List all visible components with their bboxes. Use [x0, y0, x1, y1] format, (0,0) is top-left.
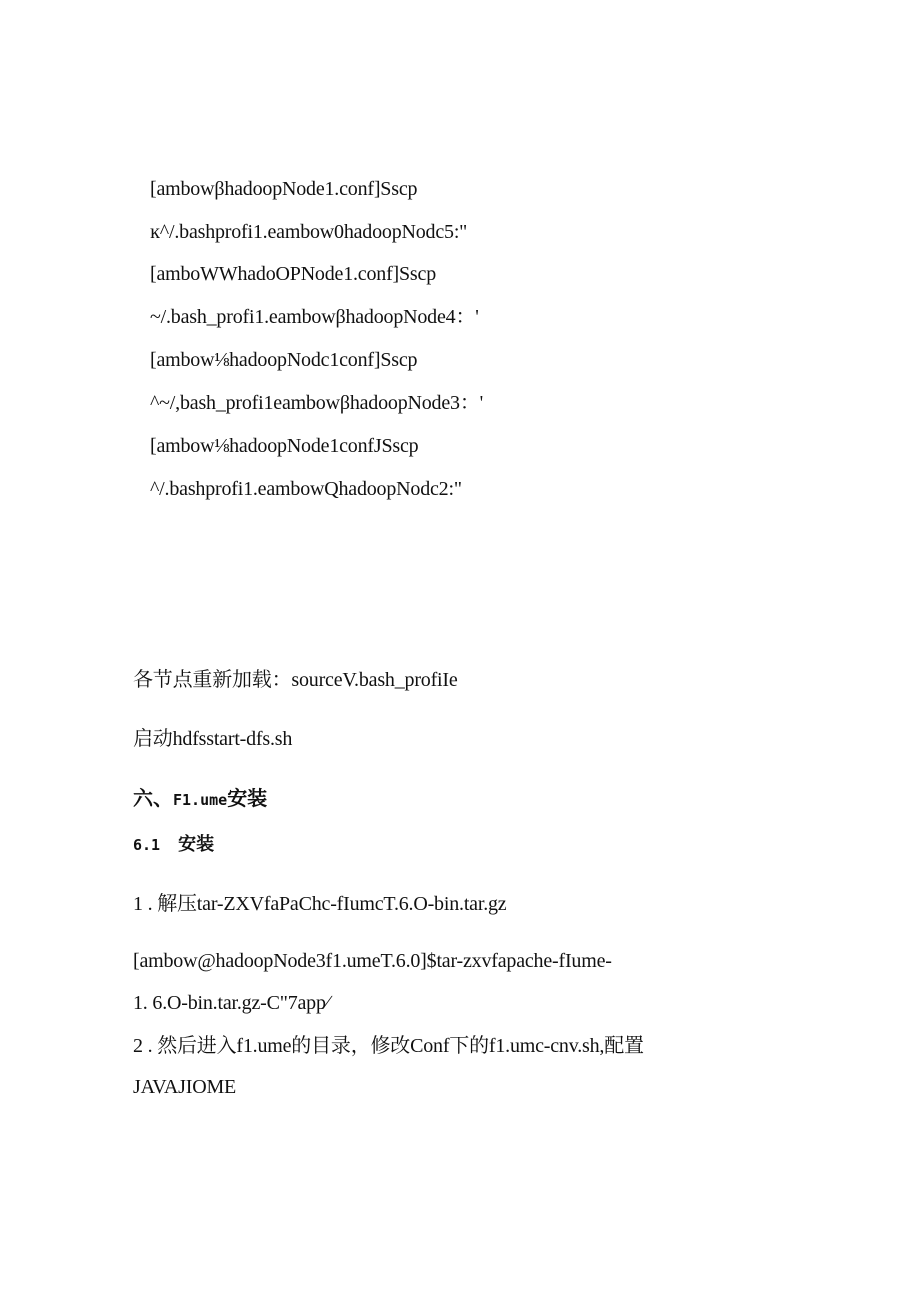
section-heading-text: 安装 [227, 786, 268, 810]
section-heading-code: F1.ume [173, 791, 228, 809]
step-2-continuation: JAVAJIOME [133, 1076, 237, 1098]
step-2-configure: 2 . 然后进入f1.ume的目录，修改Conf下的f1.umc-cnv.sh,配置 [133, 1035, 644, 1057]
subsection-heading-text: 安装 [178, 834, 215, 855]
code-line-6: ^~/,bash_profi1eambowβhadoopNode3：' [150, 392, 484, 414]
subsection-heading [133, 833, 214, 857]
subsection-heading-number: 6.1 [133, 836, 161, 854]
code-line-2: ĸ^/.bashprofi1.eambow0hadoopNodc5:" [150, 221, 468, 243]
code-line-5: [ambow⅛hadoopNodc1conf]Sscp [150, 349, 418, 371]
reload-instruction: 各节点重新加载：sourceV.bash_profiIe [133, 669, 458, 691]
code-line-3: [amboWWhadoOPNode1.conf]Sscp [150, 263, 436, 285]
code-line-4: ~/.bash_profi1.eambowβhadoopNode4：' [150, 306, 479, 328]
code-line-7: [ambow⅛hadoopNode1confJSscp [150, 435, 419, 457]
code-line-1: [ambowβhadoopNode1.conf]Sscp [150, 178, 418, 200]
command-line-1: [ambow@hadoopNode3f1.umeT.6.0]$tar-zxvfapache-fIume- [133, 950, 612, 972]
section-heading [133, 786, 267, 812]
command-line-2: 1. 6.O-bin.tar.gz-C"7app∕ [133, 992, 329, 1014]
start-instruction: 启动hdfsstart-dfs.sh [133, 728, 293, 750]
code-line-8: ^/.bashprofi1.eambowQhadoopNodc2:" [150, 478, 462, 500]
step-1-extract: 1 . 解压tar-ZXVfaPaChc-fIumcT.6.O-bin.tar.gz [133, 893, 507, 915]
section-heading-number: 六、 [133, 786, 173, 810]
